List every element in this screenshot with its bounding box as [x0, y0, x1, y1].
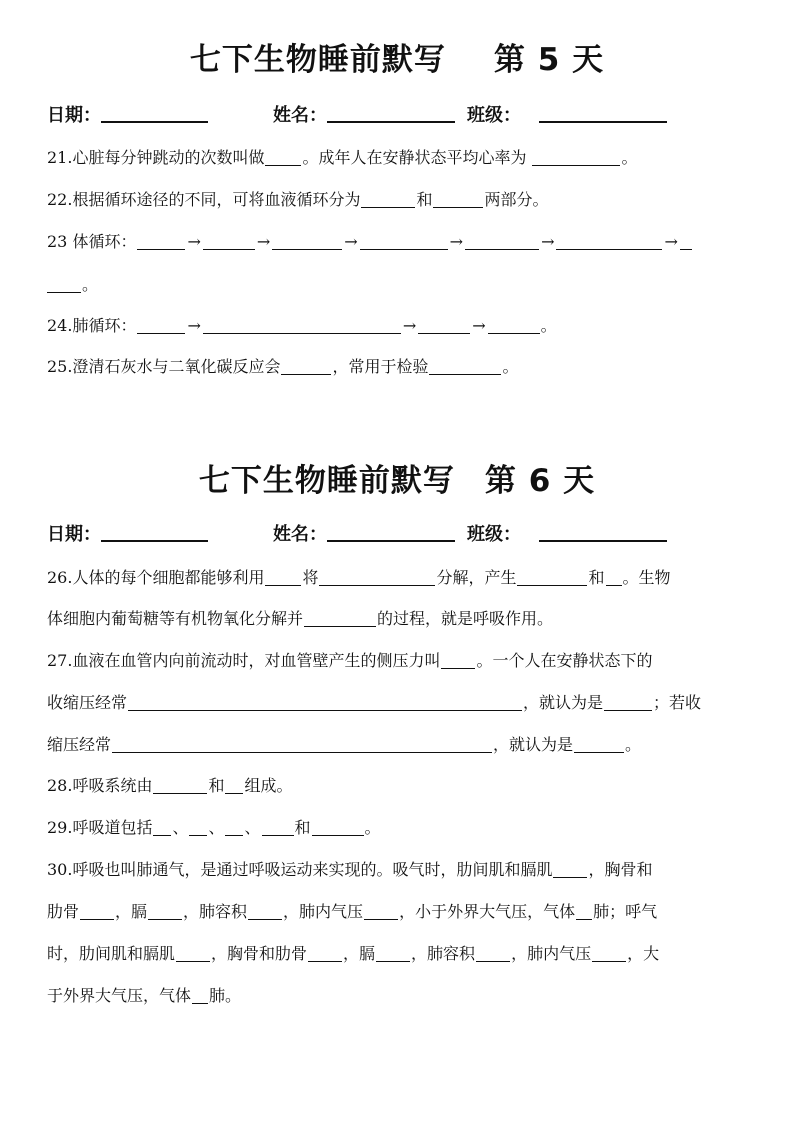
- day5-class-field: [467, 101, 521, 127]
- day5-name-field: [273, 101, 327, 127]
- q30-text: ，膈: [115, 902, 148, 921]
- answer-blank[interactable]: [606, 570, 622, 586]
- answer-blank[interactable]: [265, 570, 301, 586]
- arrow-icon: →: [541, 232, 555, 251]
- q30-text: ，肺容积: [183, 902, 248, 921]
- answer-blank[interactable]: [176, 946, 210, 962]
- date-blank[interactable]: [101, 520, 208, 542]
- q29-text: 。: [364, 818, 381, 837]
- q29-text: 29.呼吸道包括: [47, 818, 153, 837]
- day6-name-field: [273, 520, 327, 546]
- answer-blank[interactable]: [153, 778, 207, 794]
- q25-text: ，常用于检验: [332, 357, 429, 376]
- class-label: 班级：: [467, 105, 521, 126]
- q23-continued: [47, 275, 757, 295]
- q26-text: 26.人体的每个细胞都能够利用: [47, 568, 265, 587]
- q30-text: ，肺内气压: [283, 902, 364, 921]
- date-blank[interactable]: [101, 101, 208, 123]
- arrow-icon: →: [449, 232, 464, 251]
- answer-blank[interactable]: [304, 611, 376, 627]
- answer-blank[interactable]: [137, 318, 185, 334]
- q26-text: 体细胞内葡萄糖等有机物氧化分解并: [47, 609, 304, 628]
- q29-text: 和: [294, 818, 311, 837]
- q30-text: 于外界大气压，气体: [47, 986, 192, 1005]
- q25: [47, 357, 757, 377]
- q29-text: 、: [172, 818, 189, 837]
- q24-text: 24.肺循环：: [47, 316, 137, 335]
- day5-title: [0, 34, 794, 79]
- answer-blank[interactable]: [312, 820, 364, 836]
- q27: [47, 651, 757, 671]
- q24: [47, 316, 757, 336]
- arrow-icon: →: [664, 232, 678, 251]
- q27-text: 收缩压经常: [47, 693, 128, 712]
- answer-blank[interactable]: [592, 946, 626, 962]
- q24-text: 。: [540, 316, 557, 335]
- answer-blank[interactable]: [433, 192, 483, 208]
- name-label: 姓名：: [273, 524, 327, 545]
- day6-title-text: 七下生物睡前默写: [198, 463, 455, 499]
- q29: [47, 818, 757, 838]
- answer-blank[interactable]: [532, 150, 620, 166]
- answer-blank[interactable]: [576, 904, 592, 920]
- answer-blank[interactable]: [265, 150, 301, 166]
- answer-blank[interactable]: [680, 234, 692, 250]
- day6-class-field: [467, 520, 521, 546]
- name-blank[interactable]: [327, 101, 455, 123]
- answer-blank[interactable]: [574, 737, 624, 753]
- answer-blank[interactable]: [203, 318, 401, 334]
- answer-blank[interactable]: [272, 234, 342, 250]
- answer-blank[interactable]: [148, 904, 182, 920]
- q30-text: ，肺容积: [411, 944, 476, 963]
- q22-text: 两部分。: [484, 190, 549, 209]
- q27-continued-2: [47, 735, 757, 755]
- answer-blank[interactable]: [604, 695, 652, 711]
- q26-text: 将: [302, 568, 319, 587]
- class-label: 班级：: [467, 524, 521, 545]
- q28-text: 28.呼吸系统由: [47, 776, 153, 795]
- q30-text: 时，肋间肌和膈肌: [47, 944, 176, 963]
- answer-blank[interactable]: [248, 904, 282, 920]
- q26: [47, 568, 757, 588]
- answer-blank[interactable]: [364, 904, 398, 920]
- answer-blank[interactable]: [189, 820, 207, 836]
- arrow-icon: →: [187, 316, 201, 335]
- day5-title-text: 七下生物睡前默写: [189, 42, 446, 78]
- q23-text: 。: [82, 275, 99, 294]
- day6-title: [0, 455, 794, 500]
- q27-text: 缩压经常: [47, 735, 112, 754]
- answer-blank[interactable]: [360, 234, 448, 250]
- q21-text: 21.心脏每分钟跳动的次数叫做: [47, 148, 265, 167]
- answer-blank[interactable]: [128, 695, 522, 711]
- q27-continued-1: [47, 693, 757, 713]
- q27-text: ；若收: [653, 693, 702, 712]
- q27-text: ，就认为是: [493, 735, 574, 754]
- q25-text: 。: [502, 357, 519, 376]
- answer-blank[interactable]: [553, 862, 587, 878]
- q27-text: ，就认为是: [523, 693, 604, 712]
- answer-blank[interactable]: [465, 234, 539, 250]
- class-blank[interactable]: [539, 520, 667, 542]
- answer-blank[interactable]: [153, 820, 171, 836]
- q21-text: 。成年人在安静状态平均心率为: [302, 148, 527, 167]
- q27-text: 。一个人在安静状态下的: [476, 651, 653, 670]
- answer-blank[interactable]: [308, 946, 342, 962]
- answer-blank[interactable]: [225, 820, 243, 836]
- name-label: 姓名：: [273, 105, 327, 126]
- answer-blank[interactable]: [192, 988, 208, 1004]
- q30-text: ，胸骨和肋骨: [211, 944, 308, 963]
- q26-continued: [47, 609, 757, 629]
- answer-blank[interactable]: [137, 234, 185, 250]
- q29-text: 、: [244, 818, 261, 837]
- q26-text: 和: [588, 568, 605, 587]
- q22-text: 和: [416, 190, 433, 209]
- name-blank[interactable]: [327, 520, 455, 542]
- q21-text: 。: [621, 148, 638, 167]
- q30-text: ，胸骨和: [588, 860, 653, 879]
- answer-blank[interactable]: [361, 192, 415, 208]
- q30: [47, 860, 757, 880]
- answer-blank[interactable]: [203, 234, 255, 250]
- answer-blank[interactable]: [112, 737, 492, 753]
- answer-blank[interactable]: [262, 820, 294, 836]
- q26-text: 的过程，就是呼吸作用。: [377, 609, 554, 628]
- q27-text: 27.血液在血管内向前流动时，对血管壁产生的侧压力叫: [47, 651, 441, 670]
- q30-continued-3: [47, 986, 757, 1006]
- answer-blank[interactable]: [80, 904, 114, 920]
- answer-blank[interactable]: [376, 946, 410, 962]
- date-label: 日期：: [47, 524, 101, 545]
- q30-text: ，膈: [343, 944, 376, 963]
- answer-blank[interactable]: [488, 318, 540, 334]
- q26-text: 。生物: [622, 568, 671, 587]
- q26-text: 分解，产生: [436, 568, 517, 587]
- q28-text: 和: [208, 776, 225, 795]
- answer-blank[interactable]: [441, 653, 475, 669]
- answer-blank[interactable]: [556, 234, 662, 250]
- answer-blank[interactable]: [429, 359, 501, 375]
- answer-blank[interactable]: [47, 277, 81, 293]
- q27-text: 。: [625, 735, 642, 754]
- arrow-icon: →: [472, 316, 486, 335]
- answer-blank[interactable]: [281, 359, 331, 375]
- answer-blank[interactable]: [517, 570, 587, 586]
- answer-blank[interactable]: [476, 946, 510, 962]
- day6-date-field: [47, 520, 101, 546]
- q30-text: 肺。: [209, 986, 242, 1005]
- arrow-icon: →: [402, 316, 417, 335]
- arrow-icon: →: [187, 232, 201, 251]
- day6-day-number: 第 6 天: [484, 463, 596, 499]
- answer-blank[interactable]: [418, 318, 470, 334]
- q23: [47, 232, 757, 252]
- q30-continued-1: [47, 902, 757, 922]
- arrow-icon: →: [256, 232, 271, 251]
- q30-text: ，肺内气压: [511, 944, 592, 963]
- day5-date-field: [47, 101, 101, 127]
- q30-text: 30.呼吸也叫肺通气，是通过呼吸运动来实现的。吸气时，肋间肌和膈肌: [47, 860, 553, 879]
- date-label: 日期：: [47, 105, 101, 126]
- q22: [47, 190, 757, 210]
- q30-text: ，小于外界大气压，气体: [399, 902, 576, 921]
- class-blank[interactable]: [539, 101, 667, 123]
- q28-text: 组成。: [244, 776, 293, 795]
- q30-text: 肋骨: [47, 902, 80, 921]
- q25-text: 25.澄清石灰水与二氧化碳反应会: [47, 357, 281, 376]
- answer-blank[interactable]: [319, 570, 435, 586]
- q30-text: ，大: [627, 944, 660, 963]
- day5-day-number: 第 5 天: [493, 42, 605, 78]
- q30-continued-2: [47, 944, 757, 964]
- q23-text: 23 体循环：: [47, 232, 137, 251]
- q29-text: 、: [208, 818, 225, 837]
- arrow-icon: →: [344, 232, 358, 251]
- q21: [47, 148, 757, 168]
- q22-text: 22.根据循环途径的不同，可将血液循环分为: [47, 190, 361, 209]
- q28: [47, 776, 757, 796]
- answer-blank[interactable]: [225, 778, 243, 794]
- q30-text: 肺；呼气: [593, 902, 658, 921]
